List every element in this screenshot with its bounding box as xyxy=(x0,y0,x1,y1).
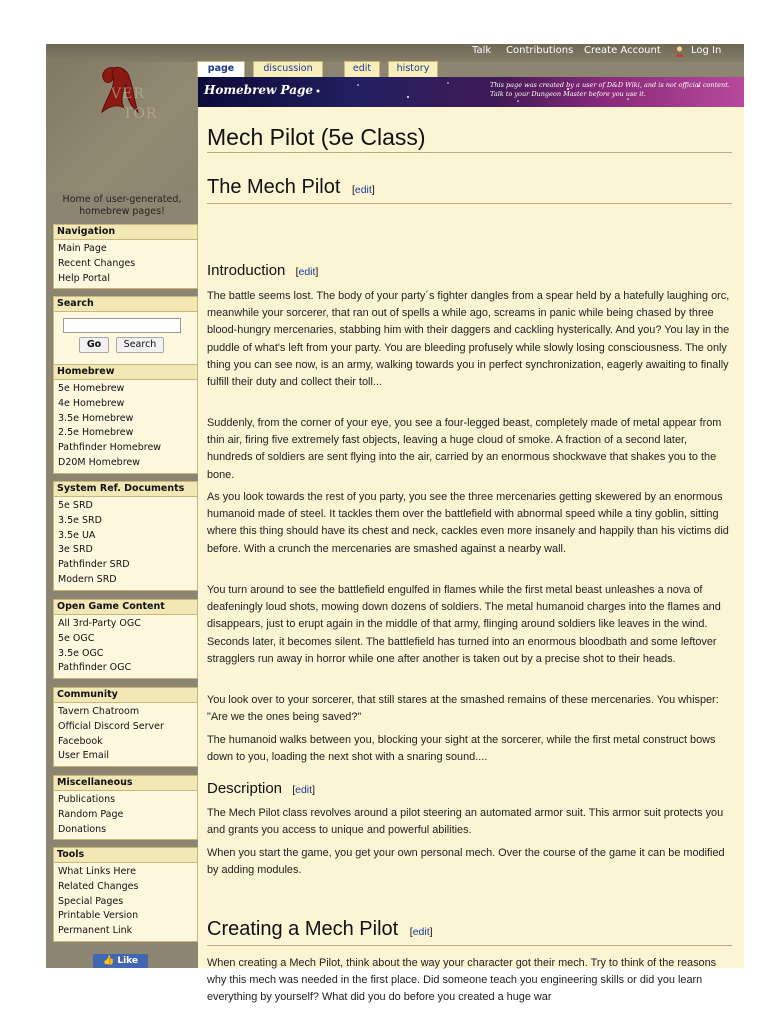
tab-page[interactable]: page xyxy=(197,61,245,77)
heading-introduction xyxy=(207,261,732,282)
tab-edit[interactable]: edit xyxy=(344,61,380,77)
ogc-portlet xyxy=(53,599,198,679)
main-content xyxy=(198,107,744,1004)
description-paragraph-2: When you start the game, you get your own personal mech. Over the course of the game it can be modified by adding modules. xyxy=(207,847,725,877)
edit-link[interactable]: edit xyxy=(298,266,316,278)
sidebar-item-permanent-link[interactable]: Permanent Link xyxy=(58,925,133,937)
sidebar-item-recent-changes[interactable]: Recent Changes xyxy=(58,257,136,269)
edit-link[interactable]: edit xyxy=(412,926,430,938)
navigation-title: Navigation xyxy=(53,224,198,240)
homebrew-portlet xyxy=(53,364,198,474)
description-paragraph-1: The Mech Pilot class revolves around a pilot steering an automated armor suit. This armor suit protects you and grants you access to unique and powerful abilities. xyxy=(207,807,724,837)
search-title: Search xyxy=(53,296,198,312)
tab-discussion[interactable]: discussion xyxy=(253,61,323,77)
community-title: Community xyxy=(53,687,198,703)
sidebar-item-d20m-homebrew[interactable]: D20M Homebrew xyxy=(58,456,141,468)
tools-portlet xyxy=(53,847,198,942)
page-title: Mech Pilot (5e Class) xyxy=(207,123,732,153)
talk-link[interactable]: Talk xyxy=(472,45,492,56)
edit-section: [edit] xyxy=(292,784,315,796)
go-button[interactable]: Go xyxy=(79,337,109,353)
log-in-link[interactable]: Log In xyxy=(691,45,722,56)
sidebar-item-5e-homebrew[interactable]: 5e Homebrew xyxy=(58,383,125,394)
heading-text: Introduction xyxy=(207,262,286,279)
edit-section: [edit] xyxy=(351,184,375,196)
homebrew-title: Homebrew xyxy=(53,364,198,380)
sidebar-item-user-email[interactable]: User Email xyxy=(58,750,110,762)
sidebar-item-5e-ogc[interactable]: 5e OGC xyxy=(58,632,95,644)
edit-section: [edit] xyxy=(295,266,319,278)
sidebar-item-tavern-chatroom[interactable]: Tavern Chatroom xyxy=(58,706,140,717)
intro-paragraph-4: You turn around to see the battlefield engulfed in flames while the first metal beast unleashes a nova of deafeningly loud shots, mowing down dozens of soldiers. The metal humanoid charges into the flames and disappears, just to erupt again in the middle of that army, flinging around soldiers like leaves in the wind. Seconds later, it becomes silent. The battlefield has turned into an enormous bloodbath and some leftover stragglers run away in horror while one after another is taken out by a precise shot to their heads. xyxy=(207,584,721,665)
homebrew-banner xyxy=(198,77,744,107)
facebook-like-button[interactable] xyxy=(93,954,148,968)
heading-description xyxy=(207,779,732,800)
edit-link[interactable]: edit xyxy=(295,784,313,796)
logo-text xyxy=(111,84,157,124)
misc-title: Miscellaneous xyxy=(53,775,198,791)
sidebar-item-what-links-here[interactable]: What Links Here xyxy=(58,866,136,877)
sidebar-item-publications[interactable]: Publications xyxy=(58,794,116,805)
user-icon xyxy=(675,46,684,57)
search-button[interactable]: Search xyxy=(116,337,164,353)
sidebar-item-printable-version[interactable]: Printable Version xyxy=(58,910,139,922)
intro-paragraph-1: The battle seems lost. The body of your party´s fighter dangles from a spear held by a hatefully laughing orc, meanwhile your sorcerer, that ran out of spells a while ago, screams in panic while being chased by three blood-hungry mercenaries, stabbing him with their daggers and cackling hysterically. And you? You lay in the puddle of what's left from your party. You are bleeding profusely while slowly losing consciousness. The only thing you can see now, is an army, walking towards you in perfect synchronization, eagerly awaiting to finally fulfill their duty and collect their toll... xyxy=(207,290,730,389)
sidebar-item-3-5e-srd[interactable]: 3.5e SRD xyxy=(58,514,102,526)
facebook-like-label: Like xyxy=(117,956,139,966)
edit-section: [edit] xyxy=(409,926,433,938)
sidebar-item-special-pages[interactable]: Special Pages xyxy=(58,895,124,907)
sidebar-item-3e-srd[interactable]: 3e SRD xyxy=(58,544,93,556)
sidebar-item-5e-srd[interactable]: 5e SRD xyxy=(58,500,93,511)
heading-text: Creating a Mech Pilot xyxy=(207,918,399,940)
tools-title: Tools xyxy=(53,847,198,863)
sidebar-item-pathfinder-homebrew[interactable]: Pathfinder Homebrew xyxy=(58,442,162,454)
thumbs-up-icon: 👍 xyxy=(102,956,115,966)
banner-title: Homebrew Page xyxy=(204,83,314,97)
edit-link[interactable]: edit xyxy=(354,184,372,196)
sidebar-item-pathfinder-ogc[interactable]: Pathfinder OGC xyxy=(58,662,132,674)
creating-paragraph: When creating a Mech Pilot, think about the way your character got their mech. Try to think of the reasons why this mech was needed in the first place. Did someone teach you engineering skills or did you learn everything by yourself? What did you do before you created a huge war xyxy=(207,957,717,1004)
intro-paragraph-3: As you look towards the rest of you party, you see the three mercenaries getting skewered by an enormous humanoid made of steel. It tackles them over the battlefield with abnormal speed while a tiny goblin, sitting where this thing should have its chest and neck, cackles even more insanely and happily than his victims did before. With a crunch the mercenaries are smashed against a nearby wall. xyxy=(207,491,729,555)
sidebar-item-facebook[interactable]: Facebook xyxy=(58,735,103,747)
contributions-link[interactable]: Contributions xyxy=(506,45,574,56)
intro-paragraph-2: Suddenly, from the corner of your eye, you see a four-legged beast, completely made of metal appear from thin air, firing five extremely fast objects, leaving a huge cloud of smoke. A fraction of a second later, hundreds of soldiers are sent flying into the air, carried by an enormous shockwave that shakes you to the bone. xyxy=(207,417,722,481)
navigation-portlet xyxy=(53,224,198,289)
heading-creating-a-mech-pilot xyxy=(207,916,732,946)
misc-portlet xyxy=(53,775,198,840)
sidebar-item-3-5e-ua[interactable]: 3.5e UA xyxy=(58,529,96,541)
site-logo[interactable] xyxy=(46,62,198,192)
ogc-title: Open Game Content xyxy=(53,599,198,615)
srd-title: System Ref. Documents xyxy=(53,481,198,497)
create-account-link[interactable]: Create Account xyxy=(584,45,661,56)
banner-notice: This page was created by a user of D&D Wiki, and is not official content. Talk to your Dungeon Master before you use it. xyxy=(490,81,730,98)
tab-history[interactable]: history xyxy=(388,61,438,77)
sidebar-item-help-portal[interactable]: Help Portal xyxy=(58,272,110,284)
srd-portlet xyxy=(53,481,198,591)
community-portlet xyxy=(53,687,198,767)
heading-the-mech-pilot xyxy=(207,174,732,204)
sidebar-item-modern-srd[interactable]: Modern SRD xyxy=(58,573,117,585)
page-frame xyxy=(46,44,744,1004)
sidebar-item-official-discord-server[interactable]: Official Discord Server xyxy=(58,720,164,732)
sidebar-item-3-5e-homebrew[interactable]: 3.5e Homebrew xyxy=(58,412,134,424)
personal-tools-bar xyxy=(46,44,744,62)
sidebar-item-donations[interactable]: Donations xyxy=(58,823,107,835)
intro-paragraph-6: The humanoid walks between you, blocking your sight at the sorcerer, while the first metal construct bows down to you, loading the next shot with a snaring sound.... xyxy=(207,734,716,764)
heading-text: The Mech Pilot xyxy=(207,176,341,198)
search-input[interactable] xyxy=(63,318,181,333)
sidebar-item-pathfinder-srd[interactable]: Pathfinder SRD xyxy=(58,559,130,571)
sidebar-item-main-page[interactable]: Main Page xyxy=(58,243,107,254)
sidebar-item-all-3rd-party-ogc[interactable]: All 3rd-Party OGC xyxy=(58,618,141,629)
sidebar-item-2-5e-homebrew[interactable]: 2.5e Homebrew xyxy=(58,427,134,439)
logo-text-line1: VER xyxy=(111,86,145,102)
sidebar-item-3-5e-ogc[interactable]: 3.5e OGC xyxy=(58,647,104,659)
sidebar-item-related-changes[interactable]: Related Changes xyxy=(58,880,139,892)
site-tagline: Home of user-generated, homebrew pages! xyxy=(62,194,182,217)
intro-paragraph-5: You look over to your sorcerer, that still stares at the smashed remains of these mercenaries. You whisper: "Are we the ones being saved?" xyxy=(207,694,719,724)
sidebar-item-4e-homebrew[interactable]: 4e Homebrew xyxy=(58,397,125,409)
heading-text: Description xyxy=(207,780,283,797)
sidebar-item-random-page[interactable]: Random Page xyxy=(58,808,124,820)
logo-text-line2: TOR xyxy=(123,106,158,122)
